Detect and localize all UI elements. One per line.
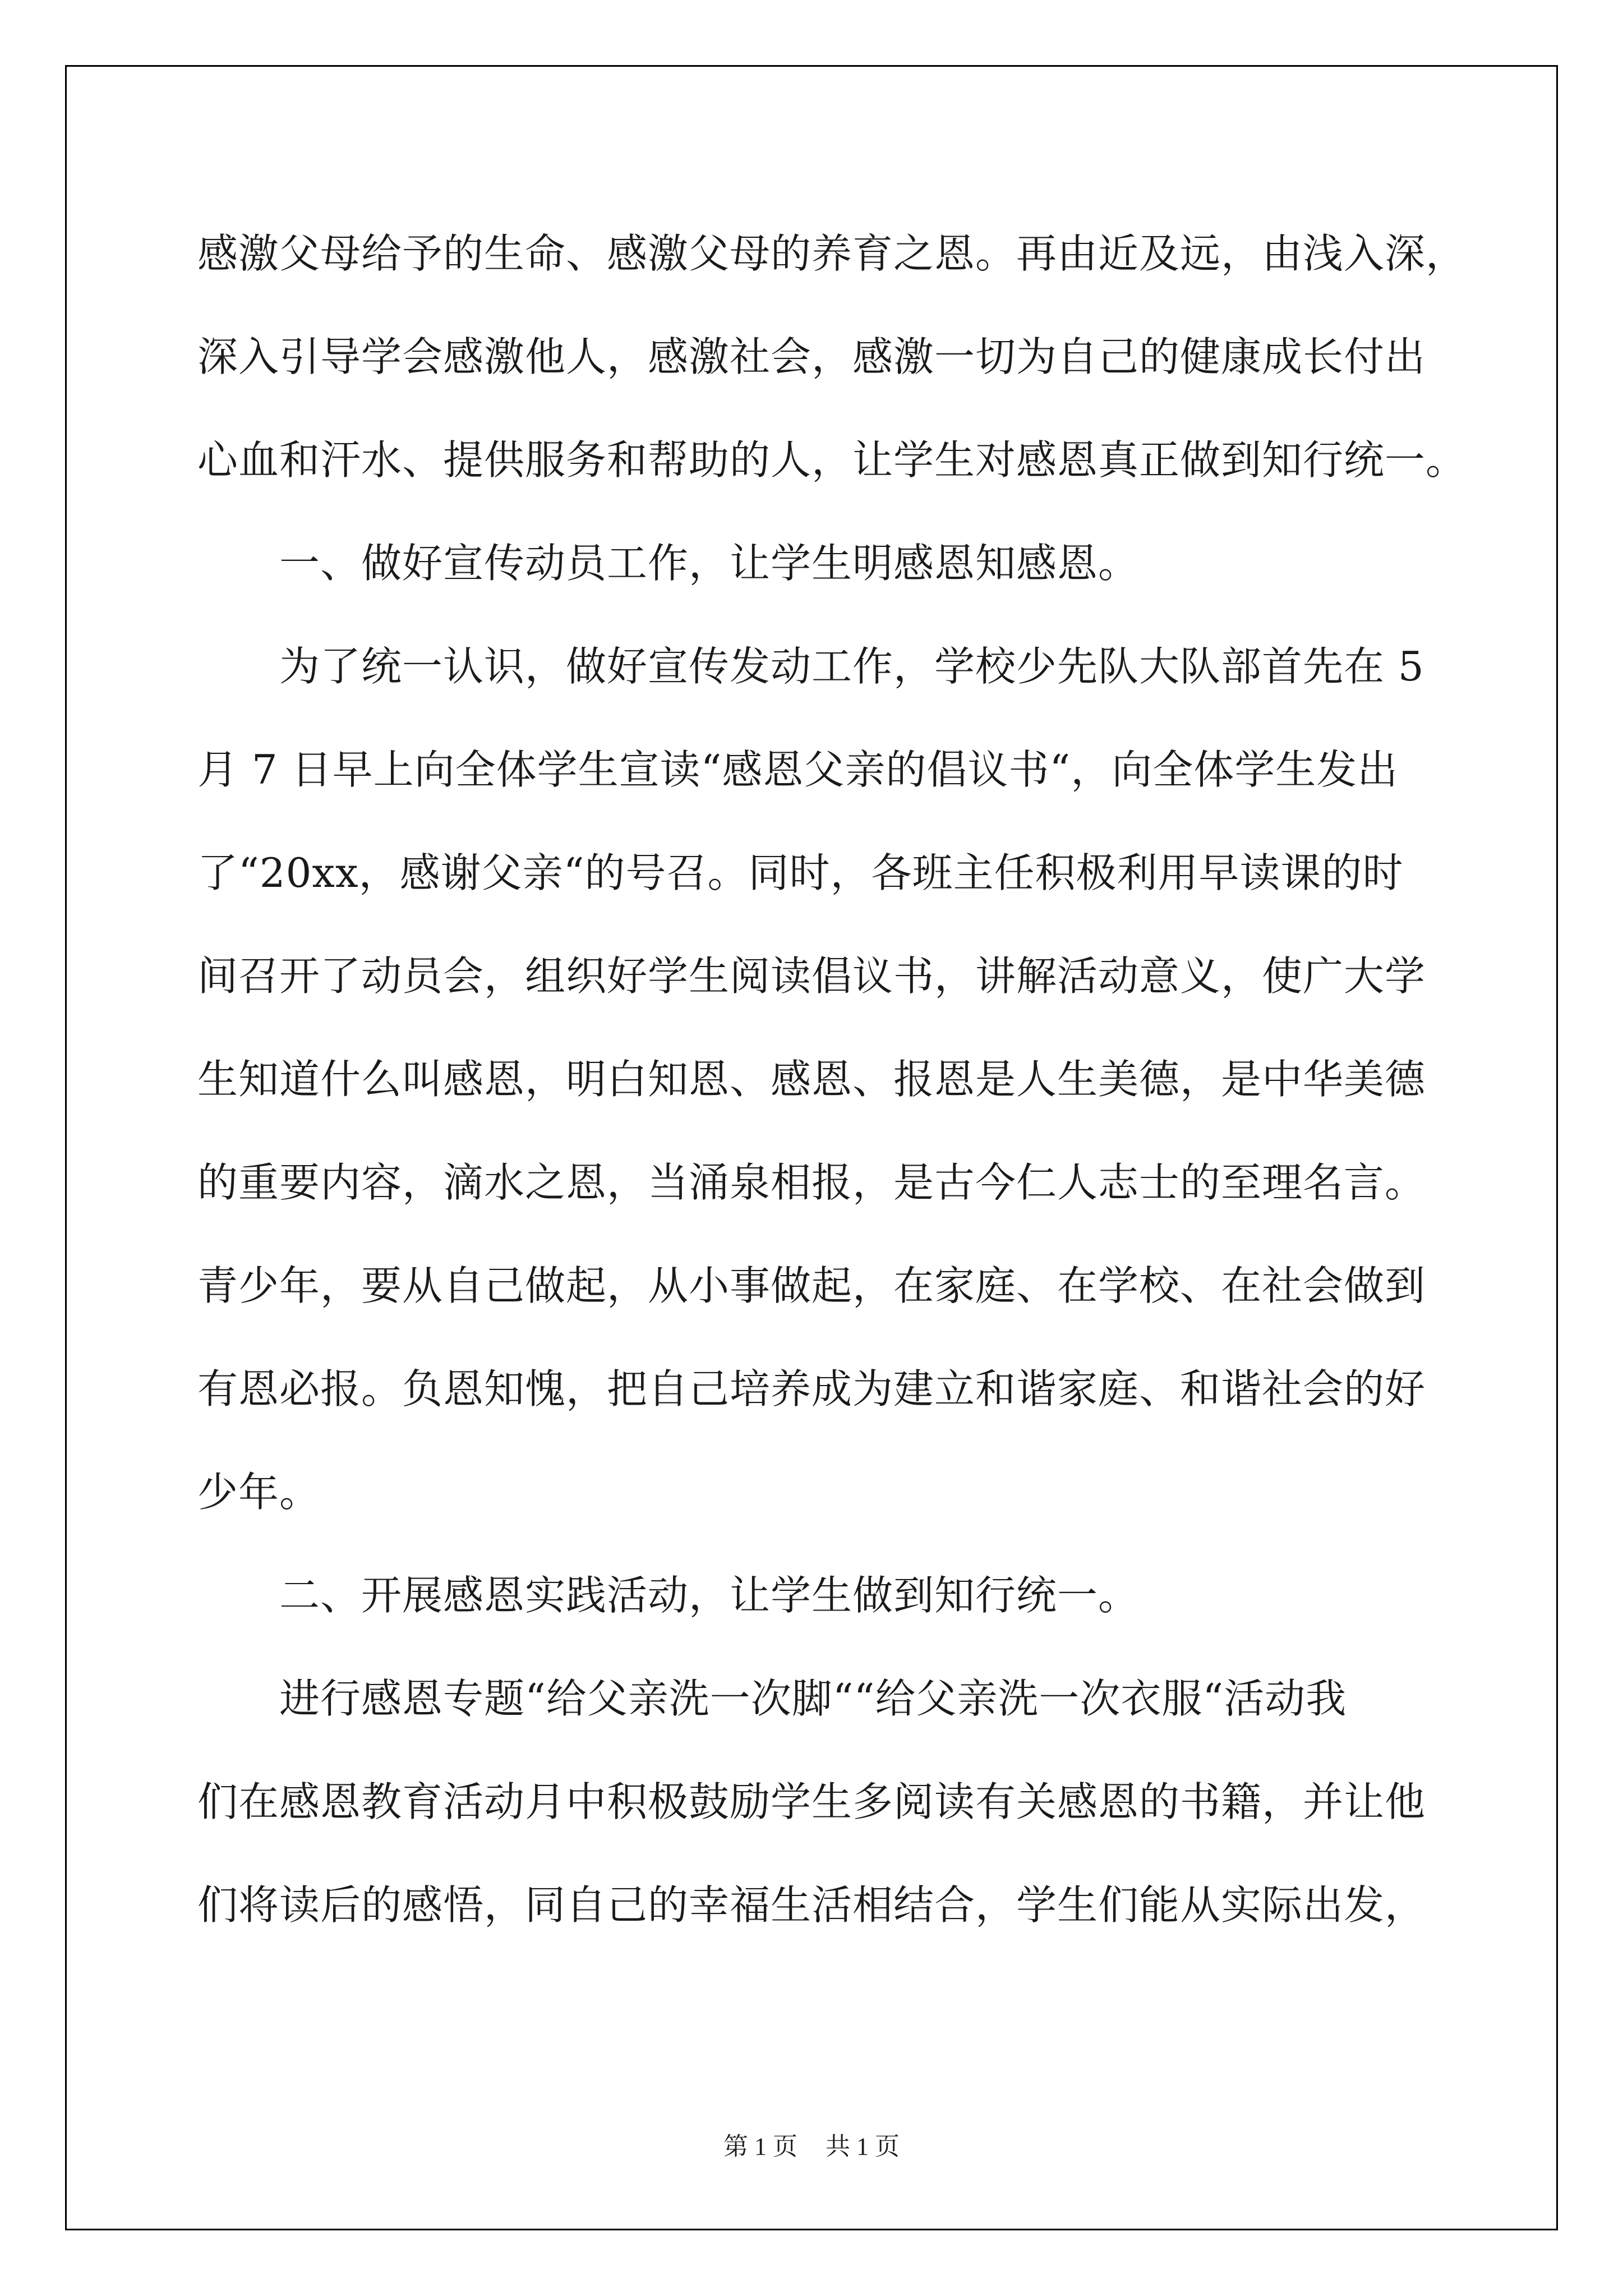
text-line: 间召开了动员会，组织好学生阅读倡议书，讲解活动意义，使广大学 (197, 953, 1426, 1000)
text-line: 有恩必报。负恩知愧，把自己培养成为建立和谐家庭、和谐社会的好 (197, 1365, 1426, 1412)
section-heading: 一、做好宣传动员工作，让学生明感恩知感恩。 (279, 540, 1140, 587)
section-heading: 二、开展感恩实践活动，让学生做到知行统一。 (279, 1572, 1140, 1619)
text-line: 生知道什么叫感恩，明白知恩、感恩、报恩是人生美德，是中华美德 (197, 1056, 1426, 1103)
text-line: 们将读后的感悟，同自己的幸福生活相结合，学生们能从实际出发， (197, 1881, 1426, 1929)
text-line: 少年。 (197, 1469, 321, 1516)
document-body (197, 202, 1467, 1957)
text-line: 了“20xx，感谢父亲“的号召。同时，各班主任积极利用早读课的时 (197, 849, 1404, 896)
text-line: 为了统一认识，做好宣传发动工作，学校少先队大队部首先在 5 (279, 643, 1424, 690)
page-total: 共 1 页 (826, 2133, 900, 2160)
text-line: 进行感恩专题“给父亲洗一次脚““给父亲洗一次衣服“活动我 (279, 1675, 1347, 1722)
text-line: 心血和汗水、提供服务和帮助的人，让学生对感恩真正做到知行统一。 (197, 436, 1467, 484)
text-line: 感激父母给予的生命、感激父母的养育之恩。再由近及远，由浅入深， (197, 230, 1467, 277)
text-line: 深入引导学会感激他人，感激社会，感激一切为自己的健康成长付出 (197, 333, 1426, 380)
page-footer (0, 2126, 1623, 2162)
text-line: 的重要内容，滴水之恩，当涌泉相报，是古今仁人志士的至理名言。 (197, 1159, 1426, 1206)
page-number: 第 1 页 (723, 2133, 797, 2160)
text-line: 月 7 日早上向全体学生宣读“感恩父亲的倡议书“，向全体学生发出 (197, 746, 1399, 793)
text-line: 们在感恩教育活动月中积极鼓励学生多阅读有关感恩的书籍，并让他 (197, 1778, 1426, 1825)
text-line: 青少年，要从自己做起，从小事做起，在家庭、在学校、在社会做到 (197, 1262, 1426, 1309)
